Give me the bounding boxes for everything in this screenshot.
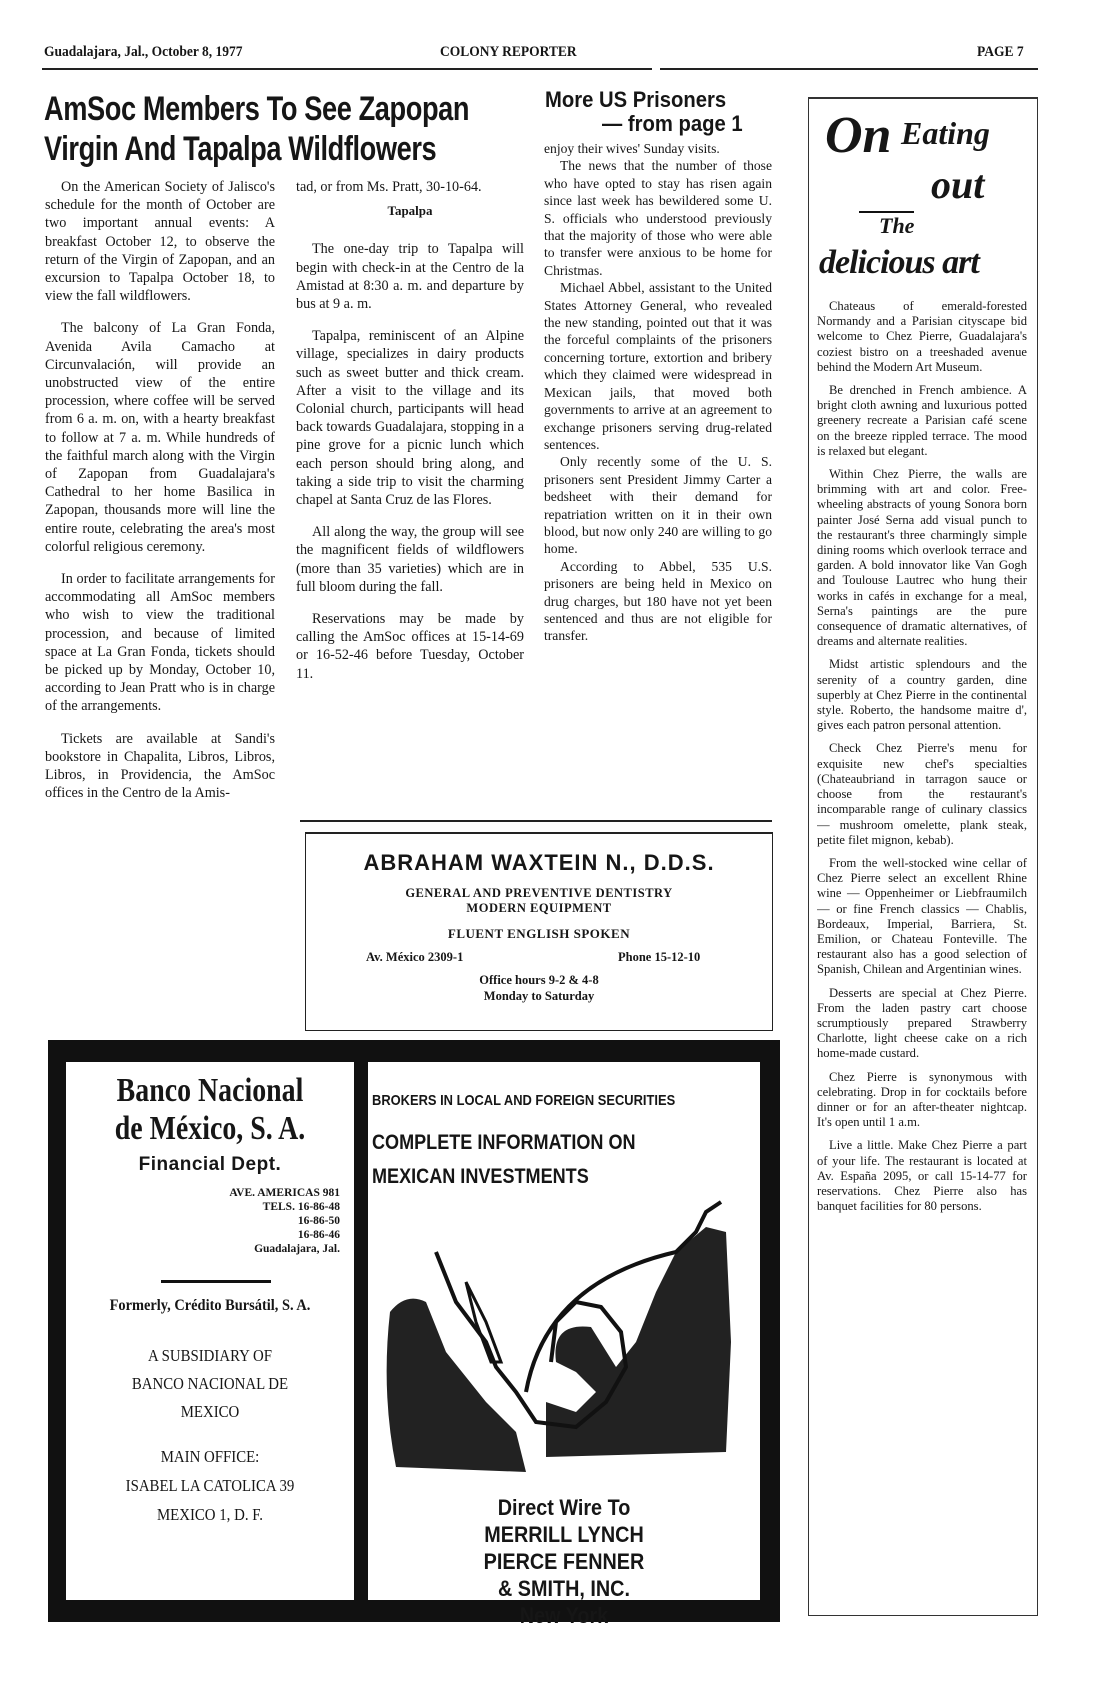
mexico-map-illustration <box>376 1192 756 1472</box>
logo-word: out <box>931 162 985 207</box>
bank-name-line: Banco Nacional <box>116 1072 304 1109</box>
financial-dept: Financial Dept. <box>138 1154 282 1175</box>
paragraph: enjoy their wives' Sunday visits. <box>544 141 720 156</box>
logo-word: Eating <box>901 115 990 151</box>
prisoners-headline <box>545 88 743 136</box>
headline-line: AmSoc Members To See Zapopan <box>44 90 470 128</box>
main-office-line: MAIN OFFICE: <box>160 1447 260 1466</box>
dateline: Guadalajara, Jal., October 8, 1977 <box>44 44 243 60</box>
direct-wire-block <box>388 1494 741 1629</box>
paragraph: In order to facilitate arrangements for accommodating all AmSoc members who wish to view the traditional procession, and because of limited space at La Gran Fonda, tickets should be picked up by Monday, October 10, according to Jean Pratt who is in charge of the arrangements. <box>45 571 275 715</box>
amsoc-column-1 <box>45 178 275 1026</box>
dentist-ad <box>305 832 773 1031</box>
paragraph: tad, or from Ms. Pratt, 30-10-64. <box>296 179 482 195</box>
headline-line: More US Prisoners <box>545 87 727 112</box>
logo-word: delicious art <box>819 244 979 281</box>
paragraph: Tickets are available at Sandi's bookstore in Chapalita, Libros, Libros, Libros, in Providencia, the AmSoc offices in the Centro de la Amis- <box>45 730 275 802</box>
header-rule <box>42 68 652 70</box>
dentist-days: Monday to Saturday <box>483 989 595 1003</box>
paragraph: The news that the number of those who have opted to stay has risen again since last week has bewildered some U. S. officials who understood previously that the majority of those who were able to transfer were anxious to be home for Christmas. <box>544 158 772 278</box>
headline-line: — from page 1 <box>602 111 743 136</box>
dentist-address: Av. México 2309-1 <box>366 950 464 964</box>
subsidiary-line: A SUBSIDIARY OF <box>147 1346 273 1365</box>
paragraph: Midst artistic splendours and the serenity of a country garden, dine superbly at Chez Pierre in the continental style. Roberto, the handsome maitre d', gives each patron personal attention. <box>817 657 1027 733</box>
main-office-line: MEXICO 1, D. F. <box>156 1505 264 1524</box>
paragraph: Michael Abbel, assistant to the United States Attorney General, who revealed the new standing, pointed out that it was the forceful complaints of the prisoners concerning torture, extortion and bribery which they claimed were widespread in Mexican jails, that moved both governments to arrive at an agreement to exchange prisoners serving drug-related sentences. <box>544 280 772 452</box>
logo-word: The <box>859 211 914 239</box>
dentist-english: FLUENT ENGLISH SPOKEN <box>447 926 631 941</box>
bank-address: AVE. AMERICAS 981 <box>229 1187 340 1199</box>
page-number: PAGE 7 <box>977 44 1024 60</box>
paragraph: Chateaus of emerald-forested Normandy and a Parisian cityscape bid welcome to Chez Pierre, Guadalajara's coziest bistro on a treeshaded avenue behind the Modern Art Museum. <box>817 299 1027 374</box>
paragraph: The one-day trip to Tapalpa will begin with check-in at the Centro de la Amistad at 8:30 a. m. and departure by bus at 9 a. m. <box>296 241 524 313</box>
wire-line: Direct Wire To <box>497 1495 631 1520</box>
phone-number: 16-86-46 <box>297 1229 340 1241</box>
paragraph: According to Abbel, 535 U.S. prisoners are being held in Mexico on drug charges, but 180 have not yet been sentenced and thus are not eligible for transfer. <box>544 558 772 644</box>
investments-line: MEXICAN INVESTMENTS <box>372 1165 589 1188</box>
paragraph: All along the way, the group will see the magnificent fields of wildflowers (more than 35 varieties) which are in full bloom during the fall. <box>296 524 524 595</box>
bank-city: Guadalajara, Jal. <box>254 1243 340 1255</box>
paragraph: Desserts are special at Chez Pierre. From the laden pastry cart choose scrumptiously prepared Strawberry Charlotte, light cheese cake on a rich home-made custard. <box>817 985 1027 1061</box>
paragraph: Reservations may be made by calling the AmSoc offices at 15-14-69 or 16-52-46 before Tuesday, October 11. <box>296 611 524 682</box>
subsidiary-line: BANCO NACIONAL DE <box>131 1374 289 1393</box>
phone-number: 16-86-50 <box>297 1215 340 1227</box>
tels-label: TELS. <box>262 1201 295 1213</box>
dentist-name: ABRAHAM WAXTEIN N., D.D.S. <box>363 850 715 875</box>
paragraph: The balcony of La Gran Fonda, Avenida Avila Camacho at Circunvalación, will provide an unobstructed view of the entire procession, where coffee will be served from 6 a. m. on, with a hearty breakfast to follow at 7 a. m. While hundreds of the faithful march along with the Virgin of Zapopan from Guadalajara's Cathedral to her home Basilica in Zapopan, thousands more will line the entire route, celebrating the area's most colorful religious ceremony. <box>45 320 275 555</box>
subheading: Tapalpa <box>387 203 433 219</box>
complete-info-line: COMPLETE INFORMATION ON <box>372 1131 636 1154</box>
amsoc-headline <box>44 89 524 169</box>
bank-ad <box>48 1040 780 1628</box>
bank-address-block <box>229 1186 340 1256</box>
bank-name-line: de México, S. A. <box>114 1110 306 1147</box>
newspaper-name: COLONY REPORTER <box>440 44 577 60</box>
bank-ad-left-panel <box>66 1062 354 1600</box>
headline-line: Virgin And Tapalpa Wildflowers <box>44 130 437 168</box>
dentist-equipment: MODERN EQUIPMENT <box>466 901 612 915</box>
column-rule <box>300 820 772 822</box>
bank-ad-right-panel <box>368 1062 760 1628</box>
wire-line: & SMITH, INC. <box>497 1576 630 1601</box>
paragraph: Tapalpa, reminiscent of an Alpine village, specializes in dairy products such as sweet butter and thick cream. After a visit to the village and its Colonial church, participants will head back towards Guadalajara, stopping in a pine grove for a picnic lunch which each person should bring along, and taking a side trip to visit the charming chapel at Santa Cruz de las Flores. <box>296 328 524 509</box>
paragraph: Live a little. Make Chez Pierre a part of your life. The restaurant is located at Av. España 2095, or call 15-14-77 for reservations. Chez Pierre also has banquet facilities for 80 persons. <box>817 1138 1027 1214</box>
phone-number: 16-86-48 <box>297 1201 340 1213</box>
divider <box>161 1280 271 1283</box>
eating-out-text <box>817 299 1027 1609</box>
paragraph: Chez Pierre is synonymous with celebrating. Drop in for cocktails before dinner or for an after-theater nightcap. It's open until 1 a.m. <box>817 1069 1027 1130</box>
amsoc-column-2 <box>296 178 524 808</box>
eating-out-box <box>808 97 1038 1616</box>
wire-line: New York <box>519 1603 609 1628</box>
dentist-services: GENERAL AND PREVENTIVE DENTISTRY <box>405 886 673 900</box>
dentist-hours: Office hours 9-2 & 4-8 <box>479 973 599 987</box>
paragraph: Within Chez Pierre, the walls are brimming with art and color. Free-wheeling abstracts of young Sonora born painter José Serna add visual punch to the restaurant's three charmingly simple dining rooms which overlook terrace and garden. A bold innovator like Van Gogh and Toulouse Lautrec who hung their works in cafés in exchange for a meal, Serna's paintings are the pure consequence of dramatic alternatives, of dreams and alternate realities. <box>817 467 1027 649</box>
paragraph: Be drenched in French ambience. A bright cloth awning and luxurious potted greenery recreate a Parisian café scene on the breeze rippled terrace. The mood is relaxed but elegant. <box>817 383 1027 458</box>
logo-word: On <box>825 107 892 164</box>
paragraph: Only recently some of the U. S. prisoners sent President Jimmy Carter a bedsheet with their demand for repatriation written on it in their own blood, but now only 240 are willing to go home. <box>544 454 772 557</box>
subsidiary-line: MEXICO <box>180 1402 240 1421</box>
paragraph: On the American Society of Jalisco's schedule for the month of October are two important annual events: A breakfast October 12, to observe the return of the Virgin of Zapopan, and an excursion to Tapalpa October 18, to view the fall wildflowers. <box>45 179 275 305</box>
brokers-line: BROKERS IN LOCAL AND FOREIGN SECURITIES <box>372 1092 676 1109</box>
bank-name <box>92 1072 328 1148</box>
paragraph: From the well-stocked wine cellar of Chez Pierre select an excellent Rhine wine — Oppenheimer or Liebfraumilch — or fine French classics — Chablis, Bordeaux, Imperial, Barriera, St. Emilion, or Chateau Fonteville. The restaurant also has a good selection of Spanish, Chilean and Argentinian wines. <box>817 855 1027 977</box>
prisoners-column <box>544 140 772 812</box>
wire-line: PIERCE FENNER <box>483 1549 645 1574</box>
main-office-line: ISABEL LA CATOLICA 39 <box>125 1476 295 1495</box>
subsidiary-block <box>80 1342 339 1426</box>
map-land-west <box>387 1299 526 1472</box>
paragraph: Check Chez Pierre's menu for exquisite new chef's specialties (Chateaubriand in tarragon sauce or choose from the restaurant's incomparable range of culinary classics — mushroom omelette, plank steak, petite filet mignon, kebab). <box>817 741 1027 847</box>
eating-out-logo <box>819 107 1029 297</box>
wire-line: MERRILL LYNCH <box>484 1522 644 1547</box>
main-office-block <box>80 1442 339 1529</box>
dentist-phone: Phone 15-12-10 <box>618 950 701 964</box>
formerly-line: Formerly, Crédito Bursátil, S. A. <box>109 1297 311 1314</box>
header-rule <box>660 68 1038 70</box>
